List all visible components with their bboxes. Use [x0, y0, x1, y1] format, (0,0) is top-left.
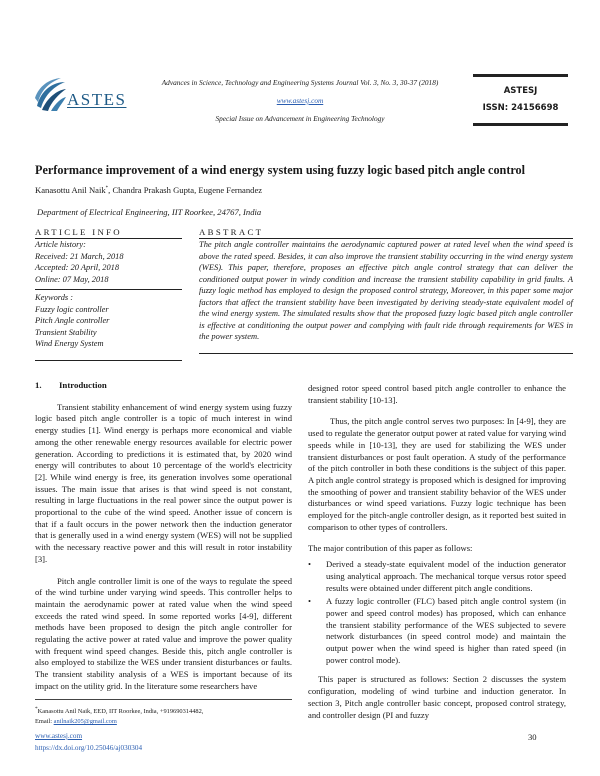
page-number: 30	[528, 732, 537, 742]
section-heading	[35, 380, 292, 392]
issn-number: ISSN: 24156698	[482, 103, 559, 113]
journal-citation: Advances in Science, Technology and Engineering Systems Journal Vol. 3, No. 3, 30-37 (2018)	[161, 78, 439, 87]
abstract	[199, 227, 573, 354]
journal-url-link[interactable]: www.astesj.com	[276, 96, 324, 105]
contributions-list	[308, 559, 566, 666]
online-date: Online: 07 May, 2018	[35, 274, 109, 284]
footnote-mark: *	[35, 706, 38, 712]
keyword: Wind Energy System	[35, 339, 104, 348]
paragraph: Thus, the pitch angle control serves two purposes: In [4-9], they are used to regulate the generator output power at rated value for varying wind speeds while in [10-13], they are used for stabilizing the WES under transient disturbances or post fault operation. A study of the performance of the pitch controller in both these conditions is the subject of this paper. A pitch angle control strategy is proposed which is designed for improving the smoothing of power and transient stability behavior of the WES under disturbances or wind speed variations. Fuzzy logic technique has been employed for the pitch-angle controller design, as it reported best suited in comparison to other types of controllers.	[308, 416, 566, 532]
received-date: Received: 21 March, 2018	[35, 251, 124, 261]
journal-acronym: ASTESJ	[503, 86, 538, 96]
first-author: Kanasottu Anil Naik	[35, 185, 106, 195]
paragraph: designed rotor speed control based pitch angle controller to enhance the transient stability [10-13].	[308, 383, 566, 405]
body-right-column	[308, 383, 566, 731]
keyword: Fuzzy logic controller	[35, 304, 109, 314]
history-label: Article history:	[35, 240, 86, 249]
article-info	[35, 227, 182, 361]
issn-box	[473, 74, 568, 126]
footer-links	[35, 730, 142, 754]
section-title: Introduction	[59, 380, 107, 390]
abstract-text: The pitch angle controller maintains the aerodynamic captured power at rated level when the wind speed is above the rated speed. Besides, it can also improve the transient stability occurring in the wind energy system (WES). This paper, therefore, proposes an effective pitch angle control strategy that can deliver the conditioned output power in windy condition and increase the transient stability capability in grid faults. A fuzzy logic method has employed to design the proposed control strategy, Moreover, in this paper some major factors that affect the transient stability have been investigated by deriving steady-state equivalent model of the wind energy system. The simulated results show that the proposed fuzzy logic based pitch angle controller is effective at conditioning the output power and complying with fault ride through requirements for WES in the power system.	[199, 239, 573, 354]
other-authors: , Chandra Prakash Gupta, Eugene Fernandez	[108, 185, 263, 195]
list-item: • A fuzzy logic controller (FLC) based pitch angle control system (in power and speed control modes) has proposed, which can enhance the transient stability performance of the WES subjected to severe network disturbances (in speed control mode) and maintain the output power when the wind speed is higher than rated speed (in power control mode).	[308, 596, 566, 666]
logo-text: ASTES	[67, 90, 127, 109]
corresponding-mark: *	[105, 186, 109, 192]
footnote	[35, 699, 292, 727]
paragraph: Transient stability enhancement of wind energy system using fuzzy logic based pitch angle controller is a topic of much interest in wind energy studies [1]. Wind energy is perhaps more economical and viable among the other renewable energy resources available for electric power generation. According to predictions it is estimated that, by 2020 wind energy will contributes to about 10 percentage of the world's electricity [2]. While wind energy is free, its generation involves some operational issues. The main issue that arises is that wind speed is not constant, resulting in large fluctuations in the real power since the output power is proportional to the cube of the wind speed. Another issue of concern is that if a fault occurs in the power network then the induction generator that is generally used in a wind energy system (WES) will not be supplied with the necessary reactive power and this will result in rotor instability [3].	[35, 401, 292, 564]
keywords-label: Keywords :	[35, 293, 74, 302]
special-issue: Special Issue on Advancement in Engineering Technology	[215, 114, 385, 123]
keyword: Transient Stability	[35, 327, 97, 337]
accepted-date: Accepted: 20 April, 2018	[35, 263, 120, 272]
article-info-heading: ARTICLE INFO	[35, 227, 182, 239]
email-link[interactable]: anilnaik205@gmail.com	[53, 718, 117, 726]
astes-logo	[33, 76, 143, 114]
paragraph: This paper is structured as follows: Section 2 discusses the system configuration, modeling of wind turbine and induction generator. In section 3, Pitch angle controller basic concept, proposed control strategy, and controller design (PI and fuzzy	[308, 674, 566, 720]
abstract-heading: ABSTRACT	[199, 227, 573, 239]
footnote-text: Kanasottu Anil Naik, EED, IIT Roorkee, India, +919690314482,	[37, 708, 204, 716]
wave-globe-icon	[33, 76, 67, 112]
list-item: • Derived a steady-state equivalent model of the induction generator using analytical approach. The mechanical torque versus rotor speed results were obtained under different pitch angle conditions.	[308, 559, 566, 594]
doi-link[interactable]: https://dx.doi.org/10.25046/aj030304	[35, 744, 143, 752]
contributions-intro: The major contribution of this paper as follows:	[308, 543, 473, 554]
section-number: 1.	[35, 380, 42, 390]
paragraph: Pitch angle controller limit is one of the ways to regulate the speed of the wind turbine under varying wind speeds. This controller helps to maintain the aerodynamic power at rated value when the wind speed exceeds the rated wind speed. In some reported works [4-9], different methods have been proposed to design the pitch angle controller for regulating the active power at rated value and improve the power quality with frequent wind speed changes. Beside this, pitch angle controller is also employed to stabilize the WES under transient disturbances or faults. The transient stability analysis of a WES is important because of its impact on the utility grid. In the literature some researchers have	[35, 575, 292, 691]
website-link[interactable]: www.astesj.com	[35, 732, 83, 740]
journal-info	[140, 78, 460, 123]
body-left-column	[35, 380, 292, 697]
keywords	[35, 290, 182, 361]
affiliation: Department of Electrical Engineering, IIT Roorkee, 24767, India	[37, 207, 262, 217]
keyword: Pitch Angle controller	[35, 316, 110, 325]
authors	[35, 185, 262, 195]
article-history	[35, 239, 182, 290]
paper-title: Performance improvement of a wind energy system using fuzzy logic based pitch angle control	[35, 163, 526, 177]
email-label: Email:	[35, 718, 54, 726]
